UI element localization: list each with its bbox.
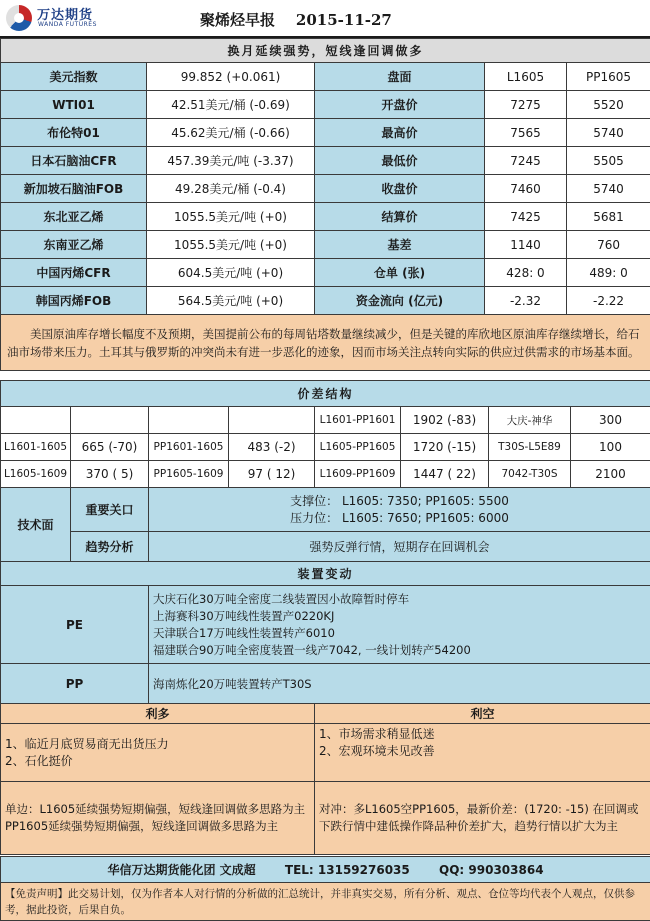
l-value: L1605 [485, 63, 567, 91]
indicator-name: 布伦特01 [1, 119, 147, 147]
bull-title: 利多 [1, 704, 315, 724]
price-label: 仓单 (张) [315, 259, 485, 287]
indicator-name: 日本石脑油CFR [1, 147, 147, 175]
market-row [1, 231, 650, 259]
spread-value: 300 [571, 407, 650, 434]
device-table [0, 561, 650, 704]
indicator-value: 1055.5美元/吨 (+0) [147, 231, 315, 259]
support-level: 支撑位： L1605: 7350; PP1605: 5500 [290, 493, 509, 508]
price-label: 最高价 [315, 119, 485, 147]
spread-value: 665 (-70) [71, 434, 149, 461]
logo-subtext: WANDA FUTURES [38, 21, 97, 28]
l-value: 1140 [485, 231, 567, 259]
spread-pair: T30S-L5E89 [489, 434, 571, 461]
bear-item: 2、宏观环境未见改善 [319, 744, 435, 758]
indicator-value: 457.39美元/吨 (-3.37) [147, 147, 315, 175]
pp-value: 5740 [567, 175, 650, 203]
indicator-value: 1055.5美元/吨 (+0) [147, 203, 315, 231]
l-value: 7245 [485, 147, 567, 175]
qq: QQ: 990303864 [439, 863, 544, 877]
indicator-name: 韩国丙烯FOB [1, 287, 147, 315]
indicator-name: 美元指数 [1, 63, 147, 91]
disclaimer: 【免责声明】此交易计划，仅为作者本人对行情的分析做的汇总统计，并非真实交易，所有分析、观点、仓位等均代表个人观点，仅供参考，据此投资，后果自负。 [1, 883, 650, 921]
spread-table [0, 380, 650, 488]
spread-row [1, 434, 650, 461]
pp-value: 5520 [567, 91, 650, 119]
pp-value: -2.22 [567, 287, 650, 315]
pe-device-item: 大庆石化30万吨全密度二线装置因小故障暂时停车 [153, 591, 410, 606]
report-header [0, 0, 650, 38]
bull-list [1, 724, 315, 782]
pp-value: 5505 [567, 147, 650, 175]
price-label: 结算价 [315, 203, 485, 231]
bull-bear-table [0, 703, 650, 855]
spread-value: 1447 ( 22) [401, 461, 489, 488]
spread-value: 370 ( 5) [71, 461, 149, 488]
spread-value: 1902 (-83) [401, 407, 489, 434]
price-label: 开盘价 [315, 91, 485, 119]
indicator-value: 99.852 (+0.061) [147, 63, 315, 91]
l-value: 7460 [485, 175, 567, 203]
indicator-name: WTI01 [1, 91, 147, 119]
price-label: 最低价 [315, 147, 485, 175]
spread-value: 483 (-2) [229, 434, 315, 461]
spread-value: 1720 (-15) [401, 434, 489, 461]
logo-mark-icon [6, 5, 32, 31]
trend-label: 趋势分析 [71, 532, 149, 562]
bull-item: 1、临近月底贸易商无出货压力 [5, 736, 169, 751]
resistance-level: 压力位： L1605: 7650; PP1605: 6000 [290, 510, 509, 525]
indicator-value: 564.5美元/吨 (+0) [147, 287, 315, 315]
l-value: -2.32 [485, 287, 567, 315]
pe-label: PE [1, 586, 149, 664]
bear-title: 利空 [315, 704, 650, 724]
spread-pair: L1601-PP1601 [315, 407, 401, 434]
market-row [1, 119, 650, 147]
pp-value: 489: 0 [567, 259, 650, 287]
title-text: 聚烯烃早报 [200, 11, 276, 29]
price-label: 资金流向 (亿元) [315, 287, 485, 315]
spread-row [1, 407, 650, 434]
indicator-name: 新加坡石脑油FOB [1, 175, 147, 203]
hedge-strategy: 对冲：多L1605空PP1605，最新价差：(1720: -15) 在回调或下跌行情中建低操作降品种价差扩大，趋势行情以扩大为主 [315, 782, 650, 855]
spread-row [1, 461, 650, 488]
market-commentary: 美国原油库存增长幅度不及预期，美国提前公布的每周钻塔数量继续减少，但是关键的库欣地区原油库存继续增长，给石油市场带来压力。土耳其与俄罗斯的冲突尚未有进一步恶化的迹象，因而市场关注点转向实际的供应过供需求的市场基本面。 [1, 315, 650, 371]
spread-pair: 7042-T30S [489, 461, 571, 488]
pp-label: PP [1, 664, 149, 704]
bear-list [315, 724, 650, 782]
market-row [1, 147, 650, 175]
pp-value: 760 [567, 231, 650, 259]
report-title [200, 9, 440, 30]
l-value: 7275 [485, 91, 567, 119]
pe-device-item: 天津联合17万吨线性装置转产6010 [153, 625, 335, 640]
bear-item: 1、市场需求稍显低迷 [319, 727, 435, 741]
author: 华信万达期货能化团 文成超 [107, 863, 256, 877]
market-table [0, 38, 650, 371]
spread-value: 97 ( 12) [229, 461, 315, 488]
logo-text: 万达期货 [37, 8, 94, 23]
spread-value: 2100 [571, 461, 650, 488]
spread-pair: L1605-PP1605 [315, 434, 401, 461]
pp-device-item: 海南炼化20万吨装置转产T30S [149, 664, 650, 704]
key-levels [149, 488, 650, 532]
technical-table [0, 487, 650, 562]
spread-pair: L1605-1609 [1, 461, 71, 488]
key-level-label: 重要关口 [71, 488, 149, 532]
price-label: 盘面 [315, 63, 485, 91]
price-label: 基差 [315, 231, 485, 259]
phone: TEL: 13159276035 [284, 863, 410, 877]
indicator-name: 东北亚乙烯 [1, 203, 147, 231]
spread-pair: PP1601-1605 [149, 434, 229, 461]
price-label: 收盘价 [315, 175, 485, 203]
spread-title: 价差结构 [1, 381, 650, 407]
pp-value: 5740 [567, 119, 650, 147]
trend-analysis: 强势反弹行情，短期存在回调机会 [149, 532, 650, 562]
spread-value: 100 [571, 434, 650, 461]
spread-pair: L1601-1605 [1, 434, 71, 461]
l-value: 7425 [485, 203, 567, 231]
market-row [1, 175, 650, 203]
indicator-value: 45.62美元/桶 (-0.66) [147, 119, 315, 147]
pp-value: 5681 [567, 203, 650, 231]
spread-pair: PP1605-1609 [149, 461, 229, 488]
market-row [1, 91, 650, 119]
market-row [1, 259, 650, 287]
technical-label: 技术面 [1, 488, 71, 562]
pe-device-item: 上海赛科30万吨线性装置产0220KJ [153, 608, 335, 623]
pp-value: PP1605 [567, 63, 650, 91]
market-row [1, 287, 650, 315]
bull-item: 2、石化挺价 [5, 753, 73, 768]
contact-line [1, 857, 650, 883]
market-row [1, 63, 650, 91]
pe-device-item: 福建联合90万吨全密度装置一线产7042, 一线计划转产54200 [153, 642, 471, 657]
l-value: 428: 0 [485, 259, 567, 287]
company-logo [4, 3, 114, 35]
indicator-name: 东南亚乙烯 [1, 231, 147, 259]
indicator-value: 42.51美元/桶 (-0.69) [147, 91, 315, 119]
device-title: 装置变动 [1, 562, 650, 586]
spread-pair: L1609-PP1609 [315, 461, 401, 488]
single-strategy: 单边：L1605延续强势短期偏强，短线逢回调做多思路为主 PP1605延续强势短期偏强，短线逢回调做多思路为主 [1, 782, 315, 855]
market-row [1, 203, 650, 231]
report-date: 2015-11-27 [295, 11, 392, 29]
pe-device-list [149, 586, 650, 664]
footer-table [0, 856, 650, 921]
l-value: 7565 [485, 119, 567, 147]
indicator-value: 49.28美元/桶 (-0.4) [147, 175, 315, 203]
indicator-name: 中国丙烯CFR [1, 259, 147, 287]
indicator-value: 604.5美元/吨 (+0) [147, 259, 315, 287]
headline: 换月延续强势，短线逢回调做多 [1, 39, 650, 63]
spread-pair: 大庆-神华 [489, 407, 571, 434]
